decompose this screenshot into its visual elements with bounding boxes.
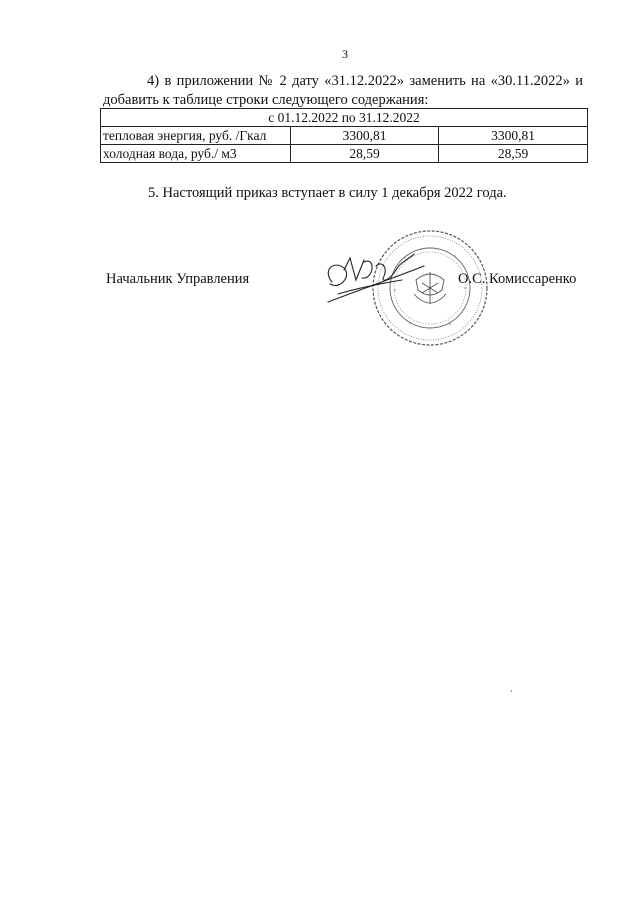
signature-name: О.С. Комиссаренко — [458, 271, 577, 287]
row-value-1: 28,59 — [291, 145, 439, 163]
paragraph-4-line-2: добавить к таблице строки следующего содержания: — [103, 92, 429, 108]
paragraph-5: 5. Настоящий приказ вступает в силу 1 декабря 2022 года. — [148, 185, 507, 201]
handwritten-signature — [318, 240, 428, 320]
row-name: холодная вода, руб./ м3 — [101, 145, 291, 163]
row-value-2: 3300,81 — [439, 127, 588, 145]
table-row — [101, 145, 588, 163]
tariff-table — [100, 108, 588, 163]
row-value-1: 3300,81 — [291, 127, 439, 145]
scan-artifact-dot — [511, 690, 512, 692]
paragraph-4 — [103, 72, 583, 110]
table-row — [101, 127, 588, 145]
row-name: тепловая энергия, руб. /Гкал — [101, 127, 291, 145]
table-header-row — [101, 109, 588, 127]
page-number: 3 — [342, 47, 348, 61]
paragraph-4-line-1: 4) в приложении № 2 дату «31.12.2022» заменить на «30.11.2022» и — [147, 73, 583, 89]
signature-role: Начальник Управления — [106, 271, 250, 287]
row-value-2: 28,59 — [439, 145, 588, 163]
period-header: с 01.12.2022 по 31.12.2022 — [101, 109, 588, 127]
